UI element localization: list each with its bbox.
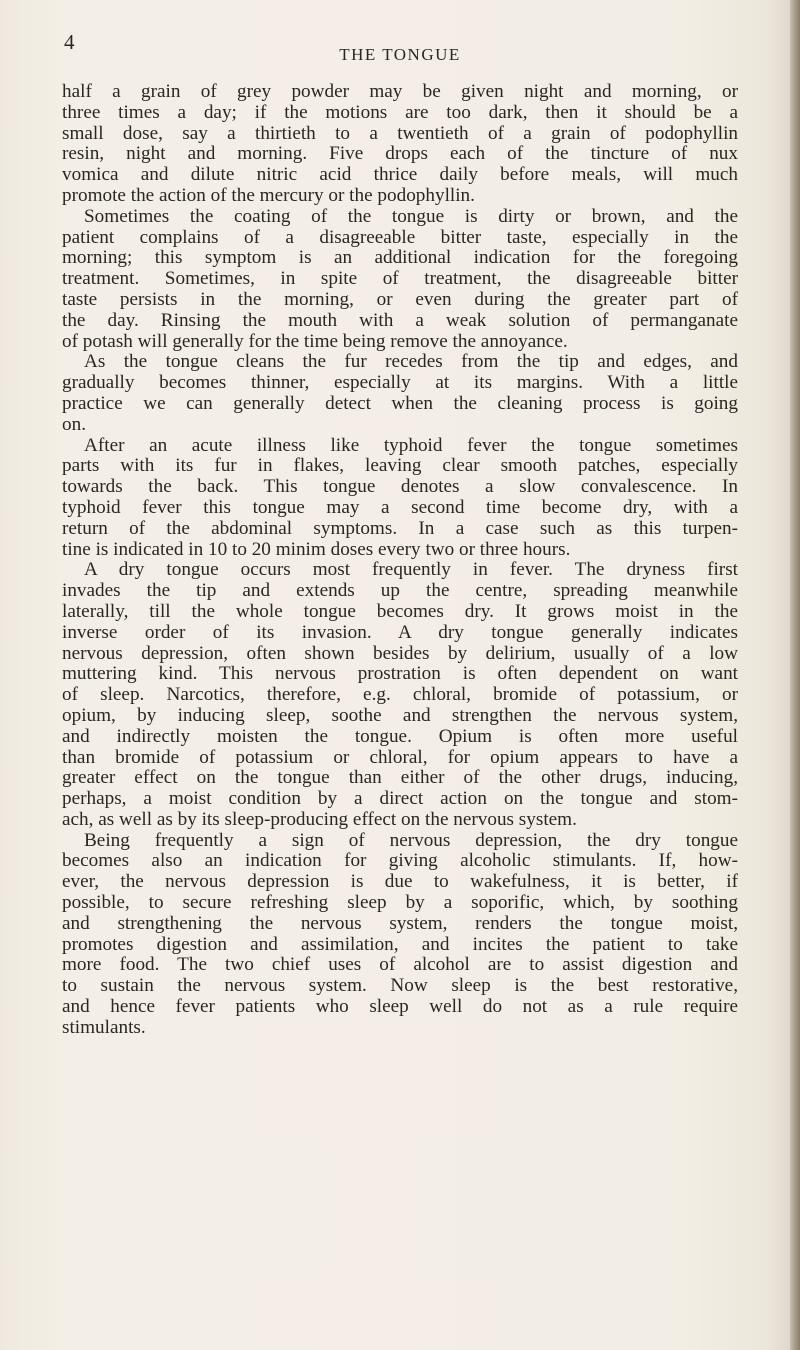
text-line: to sustain the nervous system. Now sleep is the best restorative, [62, 976, 738, 997]
text-line: and indirectly moisten the tongue. Opium is often more useful [62, 726, 738, 747]
text-line: of sleep. Narcotics, therefore, e.g. chloral, bromide of potassium, or [62, 685, 738, 706]
text-line: Being frequently a sign of nervous depression, the dry tongue [84, 830, 738, 851]
text-line: resin, night and morning. Five drops each of the tincture of nux [62, 144, 738, 165]
text-line: on. [62, 414, 86, 435]
text-line: than bromide of potassium or chloral, for opium appears to have a [62, 747, 738, 768]
text-line: greater effect on the tongue than either of the other drugs, inducing, [62, 768, 738, 789]
text-line: half a grain of grey powder may be given night and morning, or [62, 82, 738, 102]
text-line: of potash will generally for the time being remove the annoyance. [62, 331, 568, 352]
text-line: the day. Rinsing the mouth with a weak solution of permanganate [62, 310, 738, 331]
text-line: and hence fever patients who sleep well do not as a rule require [62, 997, 738, 1018]
text-line: patient complains of a disagreeable bitter taste, especially in the [62, 227, 738, 248]
text-line: promote the action of the mercury or the podophyllin. [62, 185, 475, 206]
running-head: THE TONGUE [339, 45, 461, 64]
text-line: small dose, say a thirtieth to a twentieth of a grain of podophyllin [62, 123, 738, 144]
text-line: return of the abdominal symptoms. In a case such as this turpen- [62, 518, 738, 539]
text-line: parts with its fur in flakes, leaving clear smooth patches, especially [62, 456, 738, 477]
body-text [62, 82, 738, 1039]
text-line: A dry tongue occurs most frequently in fever. The dryness first [84, 560, 738, 581]
text-line: tine is indicated in 10 to 20 minim doses every two or three hours. [62, 539, 571, 560]
text-line: stimulants. [62, 1017, 146, 1038]
text-line: becomes also an indication for giving alcoholic stimulants. If, how- [62, 851, 738, 872]
page-number: 4 [64, 30, 75, 54]
text-line: three times a day; if the motions are too dark, then it should be a [62, 102, 738, 123]
text-line: muttering kind. This nervous prostration is often dependent on want [62, 664, 738, 685]
text-line: typhoid fever this tongue may a second time become dry, with a [62, 497, 738, 518]
text-line: towards the back. This tongue denotes a slow convalescence. In [62, 477, 738, 498]
text-line: possible, to secure refreshing sleep by a soporific, which, by soothing [62, 893, 738, 914]
text-line: and strengthening the nervous system, renders the tongue moist, [62, 913, 738, 934]
text-line: inverse order of its invasion. A dry tongue generally indicates [62, 622, 738, 643]
text-line: more food. The two chief uses of alcohol are to assist digestion and [62, 955, 738, 976]
text-line: After an acute illness like typhoid fever the tongue sometimes [84, 435, 738, 456]
text-line: laterally, till the whole tongue becomes dry. It grows moist in the [62, 601, 738, 622]
page-edge [790, 0, 800, 1350]
text-line: Sometimes the coating of the tongue is dirty or brown, and the [84, 206, 738, 227]
text-line: As the tongue cleans the fur recedes from the tip and edges, and [84, 352, 738, 373]
text-line: promotes digestion and assimilation, and incites the patient to take [62, 934, 738, 955]
text-line: gradually becomes thinner, especially at its margins. With a little [62, 373, 738, 394]
text-line: perhaps, a moist condition by a direct action on the tongue and stom- [62, 789, 738, 810]
text-line: taste persists in the morning, or even during the greater part of [62, 289, 738, 310]
text-line: practice we can generally detect when the cleaning process is going [62, 393, 738, 414]
text-line: treatment. Sometimes, in spite of treatment, the disagreeable bitter [62, 269, 738, 290]
text-line: ever, the nervous depression is due to wakefulness, it is better, if [62, 872, 738, 893]
text-line: invades the tip and extends up the centre, spreading meanwhile [62, 581, 738, 602]
text-line: opium, by inducing sleep, soothe and strengthen the nervous system, [62, 705, 738, 726]
text-line: vomica and dilute nitric acid thrice daily before meals, will much [62, 165, 738, 186]
text-line: ach, as well as by its sleep-producing effect on the nervous system. [62, 809, 577, 830]
text-line: nervous depression, often shown besides by delirium, usually of a low [62, 643, 738, 664]
text-line: morning; this symptom is an additional indication for the foregoing [62, 248, 738, 269]
